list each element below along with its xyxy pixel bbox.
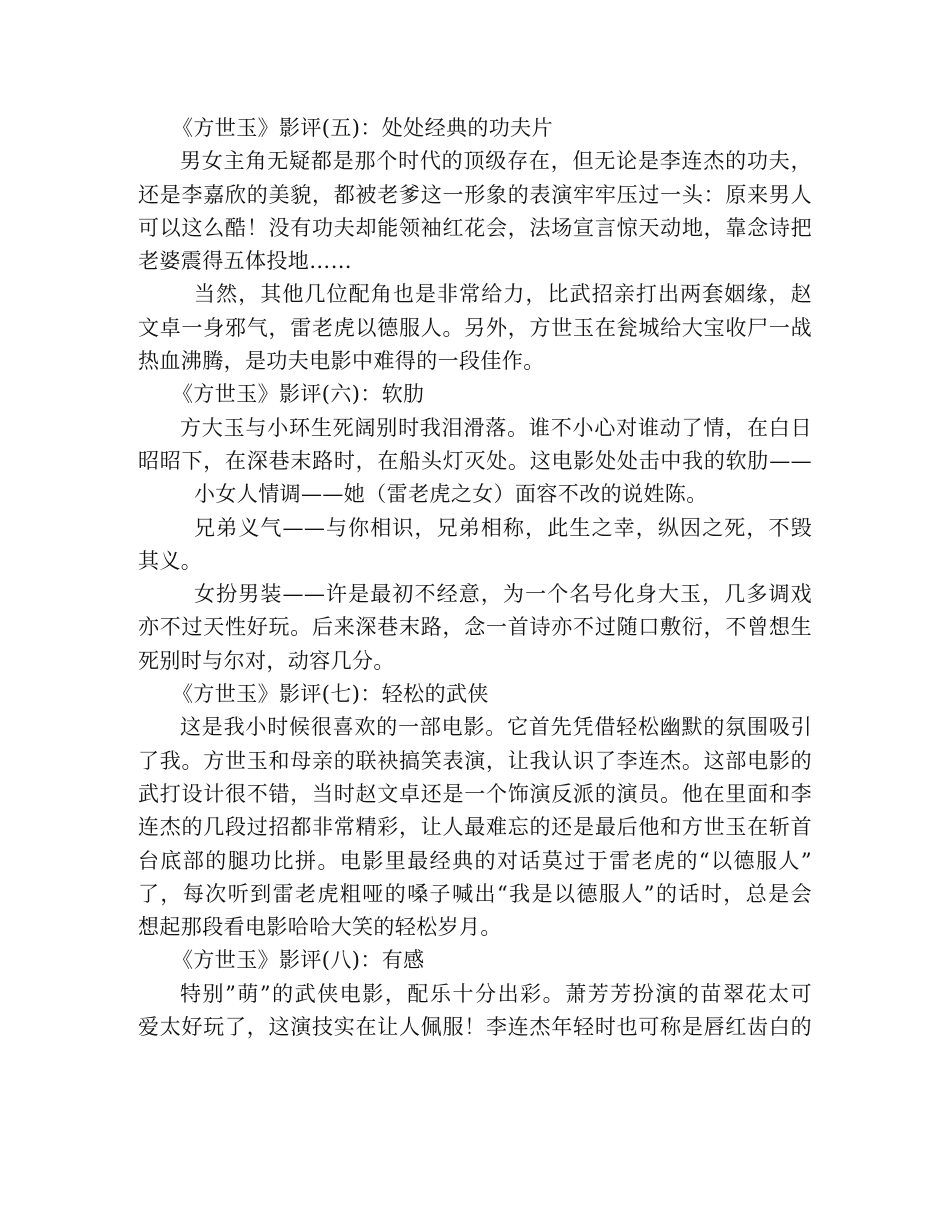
text-line: 台底部的腿功比拼。电影里最经典的对话莫过于雷老虎的“以德服人” <box>138 848 812 873</box>
text-line: 热血沸腾，是功夫电影中难得的一段佳作。 <box>138 349 545 374</box>
text-line: 男女主角无疑都是那个时代的顶级存在，但无论是李连杰的功夫， <box>180 149 812 174</box>
text-line: 小女人情调——她（雷老虎之女）面容不改的说姓陈。 <box>194 482 708 507</box>
text-line: 特别”萌”的武侠电影，配乐十分出彩。萧芳芳扮演的苗翠花太可 <box>180 981 812 1006</box>
text-line: 想起那段看电影哈哈大笑的轻松岁月。 <box>138 915 502 940</box>
text-line: 还是李嘉欣的美貌，都被老爹这一形象的表演牢牢压过一头：原来男人 <box>138 182 812 207</box>
text-line: 文卓一身邪气，雷老虎以德服人。另外，方世玉在瓮城给大宝收尸一战 <box>138 315 812 340</box>
text-line: 兄弟义气——与你相识，兄弟相称，此生之幸，纵因之死，不毁 <box>194 515 812 540</box>
text-line: 当然，其他几位配角也是非常给力，比武招亲打出两套姻缘，赵 <box>194 282 812 307</box>
heading-review-8: 《方世玉》影评(八)：有感 <box>172 948 425 973</box>
text-line: 昭昭下，在深巷末路时，在船头灯灭处。这电影处处击中我的软肋—— <box>138 448 812 473</box>
text-line: 亦不过天性好玩。后来深巷末路，念一首诗亦不过随口敷衍，不曾想生 <box>138 615 812 640</box>
heading-review-5: 《方世玉》影评(五)：处处经典的功夫片 <box>172 116 553 140</box>
text-line: 了，每次听到雷老虎粗哑的嗓子喊出“我是以德服人”的话时，总是会 <box>138 881 812 906</box>
text-line: 爱太好玩了，这演技实在让人佩服！李连杰年轻时也可称是唇红齿白的 <box>138 1015 812 1040</box>
text-line: 连杰的几段过招都非常精彩，让人最难忘的还是最后他和方世玉在斩首 <box>138 815 812 840</box>
text-line: 死别时与尔对，动容几分。 <box>138 648 395 673</box>
text-line: 女扮男装——许是最初不经意，为一个名号化身大玉，几多调戏 <box>194 582 812 607</box>
document-body <box>138 112 812 1044</box>
text-line: 可以这么酷！没有功夫却能领袖红花会，法场宣言惊天动地，靠念诗把 <box>138 215 812 240</box>
heading-review-6: 《方世玉》影评(六)：软肋 <box>172 382 425 407</box>
text-line: 其义。 <box>138 548 203 573</box>
text-line: 武打设计很不错，当时赵文卓还是一个饰演反派的演员。他在里面和李 <box>138 781 812 806</box>
text-line: 了我。方世玉和母亲的联袂搞笑表演，让我认识了李连杰。这部电影的 <box>138 748 812 773</box>
heading-review-7: 《方世玉》影评(七)：轻松的武侠 <box>172 682 489 707</box>
text-line: 方大玉与小环生死阔别时我泪滑落。谁不小心对谁动了情，在白日 <box>180 415 812 440</box>
text-line: 这是我小时候很喜欢的一部电影。它首先凭借轻松幽默的氛围吸引 <box>180 715 812 740</box>
text-line: 老婆震得五体投地…… <box>138 249 352 274</box>
